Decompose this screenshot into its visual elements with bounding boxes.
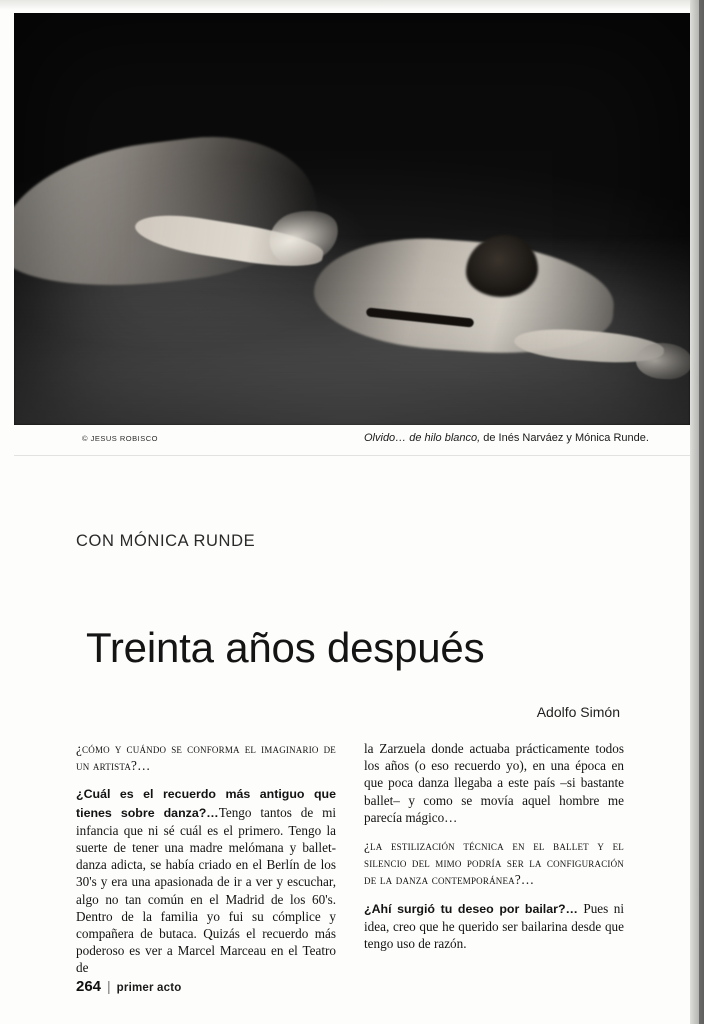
- scan-top-edge: [0, 0, 704, 10]
- question-3: [364, 837, 624, 889]
- column-left: [76, 740, 336, 977]
- answer-2-text: Tengo tantos de mi infancia que ni sé cuál es el primero. Tengo la suerte de tener una madre melómana y ballet-danza adicta, se había criado en el Berlín de los 30's y era una apasionada de ir a ver y escuchar, algo no tan común en el Madrid de los 60's. Dentro de la familia yo fui su cómplice y compañera de butaca. Quizás el recuerdo más poderoso es ver a Marcel Marceau en el Teatro de: [76, 804, 337, 976]
- photograph: [14, 13, 690, 425]
- photo-background: [14, 13, 690, 425]
- photo-caption-rest: de Inés Narváez y Mónica Runde.: [480, 432, 649, 444]
- caption-divider: [14, 455, 690, 456]
- footer-separator: |: [107, 978, 111, 994]
- question-3-text: ¿la estilización técnica en el ballet y el silencio del mimo podría ser la configuración de la danza contemporánea?…: [364, 838, 624, 888]
- question-2-answer-2: [76, 785, 336, 976]
- article-kicker: CON MÓNICA RUNDE: [76, 532, 256, 550]
- answer-2-continued-text: la Zarzuela donde actuaba prácticamente todos los años (o eso recuerdo yo), en una época en que poca danza llegaba a este país –si bastante ballet– y como se movía aquel hombre me parecía mágico…: [364, 741, 624, 825]
- question-4-text: ¿Ahí surgió tu deseo por bailar?…: [364, 901, 578, 916]
- page-title: Treinta años después: [86, 624, 485, 672]
- answer-2-continued: [364, 740, 624, 826]
- question-1-text: ¿cómo y cuándo se conforma el imaginario de un artista?…: [76, 741, 336, 774]
- photo-caption: [364, 432, 649, 444]
- question-2-text: ¿Cuál es el recuerdo más antiguo que tienes sobre danza?…: [76, 787, 336, 820]
- answer-4-text: Pues ni idea, creo que he querido ser bailarina desde que tengo uso de razón.: [364, 900, 624, 952]
- column-right: [364, 740, 624, 977]
- page-number: 264: [76, 978, 102, 995]
- scan-right-edge-shadow: [699, 0, 704, 1024]
- question-4-answer-4: [364, 900, 624, 953]
- article-body: [76, 740, 624, 977]
- page-footer: [76, 978, 182, 995]
- caption-row: [14, 434, 690, 450]
- photo-caption-title: Olvido… de hilo blanco,: [364, 432, 481, 444]
- question-1: [76, 740, 336, 774]
- publication-name: primer acto: [116, 982, 182, 994]
- photo-credit: © JESUS ROBISCO: [82, 434, 158, 443]
- article-byline: Adolfo Simón: [536, 704, 620, 720]
